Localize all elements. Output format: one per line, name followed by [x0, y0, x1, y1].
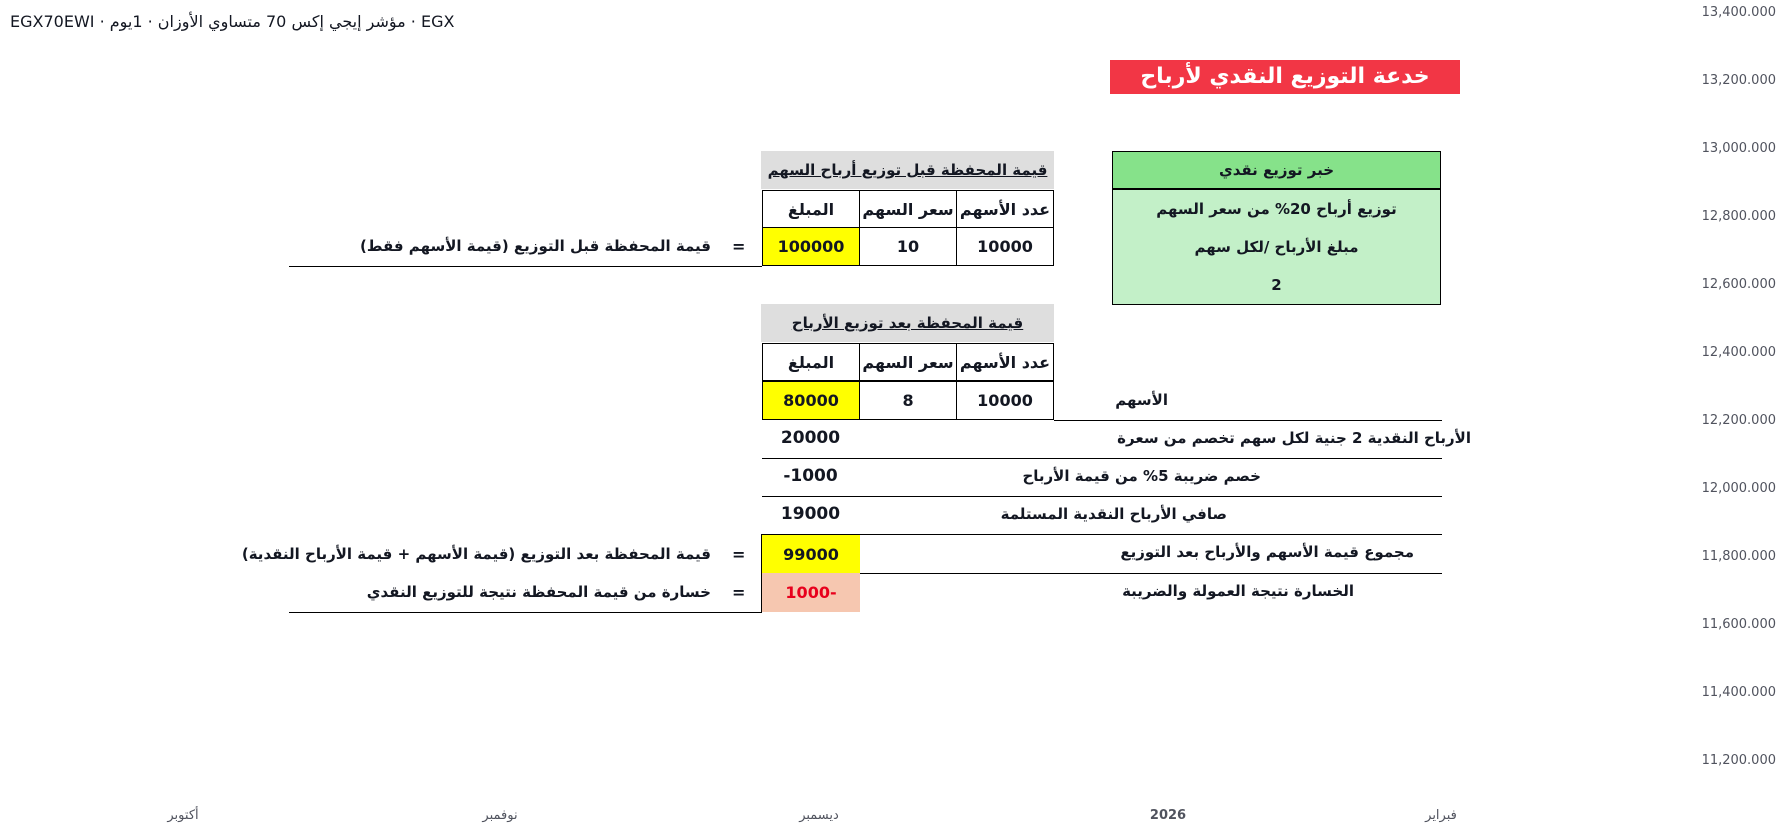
shares-row-label[interactable]: الأسهم: [1115, 391, 1168, 409]
cash-row-label[interactable]: الأرباح النقدية 2 جنية لكل سهم تخصم من سعرة: [1117, 429, 1471, 447]
after-amount-value[interactable]: 80000: [762, 381, 860, 420]
tax-row-line: [762, 496, 1442, 497]
price-axis-label: 12,200.000: [1701, 413, 1776, 428]
time-axis-label: فبراير: [1425, 808, 1457, 823]
total-row-value[interactable]: 99000: [762, 535, 860, 573]
loss-underline: [289, 612, 762, 613]
after-table-title[interactable]: قيمة المحفظة بعد توزيع الأرباح: [761, 304, 1054, 342]
before-price-value[interactable]: 10: [859, 227, 957, 266]
cash-row-line: [762, 458, 1442, 459]
left-vertical-rule: [761, 534, 762, 612]
main-title[interactable]: خدعة التوزيع النقدي لأرباح الأسهم: [1110, 60, 1460, 94]
before-result-label[interactable]: قيمة المحفظة قبل التوزيع (قيمة الأسهم فقط): [360, 237, 711, 255]
before-equals-sign: =: [732, 237, 746, 256]
total-row-label[interactable]: مجموع قيمة الأسهم والأرباح بعد التوزيع: [1120, 543, 1414, 561]
price-axis-label: 11,800.000: [1701, 549, 1776, 564]
symbol-title[interactable]: EGX70EWI · مؤشر إيجي إكس 70 متساوي الأوزان · 1يوم · EGX: [10, 12, 455, 31]
news-box-body[interactable]: [1112, 189, 1441, 305]
total-equals-sign: =: [732, 545, 746, 564]
price-axis-label: 12,000.000: [1701, 481, 1776, 496]
price-axis-label: 12,800.000: [1701, 209, 1776, 224]
shares-row-line: [1054, 420, 1442, 421]
before-shares-value[interactable]: 10000: [956, 227, 1054, 266]
after-price-value[interactable]: 8: [859, 381, 957, 420]
cash-row-value[interactable]: 20000: [780, 428, 841, 448]
before-amount-value[interactable]: 100000: [762, 227, 860, 266]
loss-row-label[interactable]: الخسارة نتيجة العمولة والضريبة: [1122, 582, 1354, 600]
after-col-amount: المبلغ: [762, 343, 860, 381]
price-axis-label: 13,200.000: [1701, 73, 1776, 88]
net-row-value[interactable]: 19000: [780, 504, 841, 524]
after-shares-value[interactable]: 10000: [956, 381, 1054, 420]
before-col-amount: المبلغ: [762, 190, 860, 228]
time-axis-label: 2026: [1149, 808, 1187, 823]
news-line-percentage: توزيع أرباح 20% من سعر السهم: [1156, 200, 1397, 218]
total-result-label[interactable]: قيمة المحفظة بعد التوزيع (قيمة الأسهم + قيمة الأرباح النقدية): [241, 545, 711, 563]
time-axis-label: أكتوبر: [167, 808, 199, 823]
price-axis-label: 11,200.000: [1701, 753, 1776, 768]
price-axis-label: 13,400.000: [1701, 5, 1776, 20]
before-col-shares: عدد الأسهم: [956, 190, 1054, 228]
after-col-price: سعر السهم: [859, 343, 957, 381]
price-axis-label: 12,600.000: [1701, 277, 1776, 292]
time-axis-label: ديسمبر: [799, 808, 839, 823]
price-axis-label: 11,600.000: [1701, 617, 1776, 632]
loss-result-label[interactable]: خسارة من قيمة المحفظة نتيجة للتوزيع النقدي: [366, 583, 711, 601]
tax-row-value[interactable]: -1000: [783, 466, 838, 486]
total-row-line: [762, 573, 1442, 574]
tax-row-label[interactable]: خصم ضريبة 5% من قيمة الأرباح: [1022, 467, 1261, 485]
price-axis-label: 11,400.000: [1701, 685, 1776, 700]
loss-row-value[interactable]: -1000: [762, 573, 860, 612]
net-row-label[interactable]: صافي الأرباح النقدية المستلمة: [1000, 505, 1227, 523]
news-box-header[interactable]: خبر توزيع نقدي: [1112, 151, 1441, 189]
net-row-line: [762, 534, 1442, 535]
after-col-shares: عدد الأسهم: [956, 343, 1054, 381]
price-axis-label: 12,400.000: [1701, 345, 1776, 360]
news-line-amount-label: مبلغ الأرباح /لكل سهم: [1194, 238, 1359, 256]
before-underline: [289, 266, 762, 267]
price-axis-label: 13,000.000: [1701, 141, 1776, 156]
before-col-price: سعر السهم: [859, 190, 957, 228]
time-axis-label: نوفمبر: [482, 808, 518, 823]
before-table-title[interactable]: قيمة المحفظة قبل توزيع أرباح السهم: [761, 151, 1054, 189]
news-line-amount-value: 2: [1271, 276, 1282, 294]
loss-equals-sign: =: [732, 583, 746, 602]
